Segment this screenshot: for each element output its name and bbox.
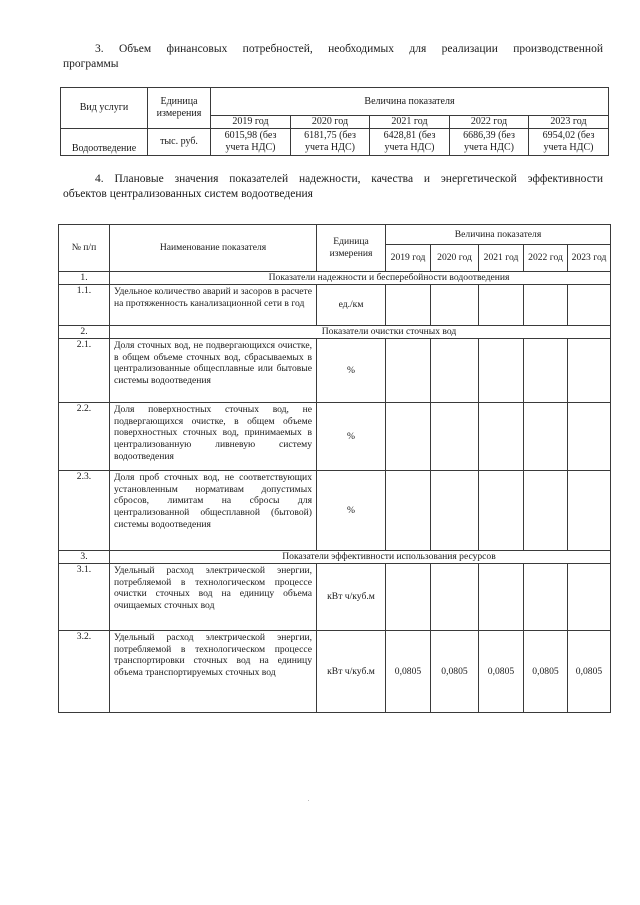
value-cell [568, 564, 611, 631]
section3-heading-line1: 3. Объем финансовых потребностей, необходимых для реализации производственной [95, 43, 603, 55]
value-cell: 6015,98 (без учета НДС) [211, 129, 291, 156]
col-header-num: № п/п [59, 225, 110, 272]
value-cell [568, 471, 611, 551]
year-header: 2022 год [450, 116, 529, 129]
row-number: 3. [59, 551, 110, 564]
value-cell [386, 471, 431, 551]
section-row [59, 272, 611, 285]
value-cell [479, 564, 524, 631]
service-name: Водоотведение [61, 129, 148, 156]
year-header: 2020 год [431, 245, 479, 272]
row-number: 1. [59, 272, 110, 285]
value-cell [479, 471, 524, 551]
table-row [59, 403, 611, 471]
year-header: 2022 год [524, 245, 568, 272]
value-cell: 6686,39 (без учета НДС) [450, 129, 529, 156]
year-header: 2020 год [291, 116, 370, 129]
value-cell [431, 339, 479, 403]
col-header-unit: Единица измерения [148, 88, 211, 129]
year-header: 2021 год [479, 245, 524, 272]
year-header: 2019 год [211, 116, 291, 129]
col-header-unit: Единица измерения [317, 225, 386, 272]
indicator-name: Доля проб сточных вод, не соответствующих установленным нормативам допустимых сбросов, лимитам на сбросы для централизованной общесплавной (бытовой) системы водоотведения [110, 471, 317, 551]
table-row [59, 339, 611, 403]
table-row [59, 471, 611, 551]
unit-cell: кВт ч/куб.м [317, 631, 386, 713]
year-header: 2023 год [568, 245, 611, 272]
section4-heading-line1: 4. Плановые значения показателей надежности, качества и энергетической эффективности [95, 173, 603, 185]
row-number: 2. [59, 326, 110, 339]
year-header: 2021 год [370, 116, 450, 129]
indicator-name: Удельный расход электрической энергии, потребляемой в технологическом процессе очистки сточных вод на единицу объема очищаемых сточных вод [110, 564, 317, 631]
value-cell: 0,0805 [431, 631, 479, 713]
value-cell [431, 403, 479, 471]
scan-speck [308, 800, 309, 801]
unit-cell: тыс. руб. [148, 129, 211, 156]
value-cell [524, 471, 568, 551]
section3-heading-line2: программы [63, 58, 119, 70]
section3-heading [63, 42, 603, 72]
indicator-name: Удельный расход электрической энергии, потребляемой в технологическом процессе транспортировки сточных вод на единицу объема транспортируемых сточных вод [110, 631, 317, 713]
value-cell [431, 564, 479, 631]
unit-cell: ед./км [317, 285, 386, 326]
indicators-table [58, 224, 611, 713]
value-cell [524, 339, 568, 403]
row-number: 1.1. [59, 285, 110, 326]
indicator-name: Удельное количество аварий и засоров в расчете на протяженность канализационной сети в год [110, 285, 317, 326]
value-cell [479, 285, 524, 326]
indicator-name: Доля поверхностных сточных вод, не подвергающихся очистке, в общем объеме поверхностных сточных вод, принимаемых в централизованную ливневую систему водоотведения [110, 403, 317, 471]
unit-cell: % [317, 471, 386, 551]
row-number: 3.1. [59, 564, 110, 631]
value-cell [568, 285, 611, 326]
value-cell [524, 285, 568, 326]
indicator-name: Доля сточных вод, не подвергающихся очистке, в общем объеме сточных вод, сбрасываемых в централизованные общесплавные или бытовые системы водоотведения [110, 339, 317, 403]
year-header: 2019 год [386, 245, 431, 272]
row-number: 2.1. [59, 339, 110, 403]
value-cell [568, 403, 611, 471]
value-cell [568, 339, 611, 403]
value-cell: 0,0805 [524, 631, 568, 713]
value-cell [479, 339, 524, 403]
value-cell [386, 564, 431, 631]
value-cell: 0,0805 [479, 631, 524, 713]
value-cell [524, 564, 568, 631]
section4-heading-line2: объектов централизованных систем водоотведения [63, 188, 313, 200]
section-title: Показатели надежности и бесперебойности водоотведения [110, 272, 611, 285]
value-cell [431, 471, 479, 551]
value-cell [479, 403, 524, 471]
unit-cell: % [317, 339, 386, 403]
table-row [59, 631, 611, 713]
section4-heading [63, 172, 603, 202]
value-cell: 6181,75 (без учета НДС) [291, 129, 370, 156]
col-header-name: Наименование показателя [110, 225, 317, 272]
unit-cell: кВт ч/куб.м [317, 564, 386, 631]
value-cell [386, 403, 431, 471]
section-row [59, 326, 611, 339]
unit-cell: % [317, 403, 386, 471]
value-cell: 0,0805 [386, 631, 431, 713]
col-header-value: Величина показателя [211, 88, 609, 116]
section-title: Показатели эффективности использования ресурсов [110, 551, 611, 564]
row-number: 2.3. [59, 471, 110, 551]
financial-needs-table [60, 87, 609, 156]
year-header: 2023 год [529, 116, 609, 129]
table-row [59, 564, 611, 631]
table-row [59, 285, 611, 326]
value-cell: 0,0805 [568, 631, 611, 713]
row-number: 2.2. [59, 403, 110, 471]
value-cell: 6954,02 (без учета НДС) [529, 129, 609, 156]
value-cell [524, 403, 568, 471]
section-row [59, 551, 611, 564]
value-cell: 6428,81 (без учета НДС) [370, 129, 450, 156]
col-header-value: Величина показателя [386, 225, 611, 245]
value-cell [431, 285, 479, 326]
col-header-service: Вид услуги [61, 88, 148, 129]
table-row [61, 129, 609, 156]
value-cell [386, 285, 431, 326]
row-number: 3.2. [59, 631, 110, 713]
section-title: Показатели очистки сточных вод [110, 326, 611, 339]
value-cell [386, 339, 431, 403]
